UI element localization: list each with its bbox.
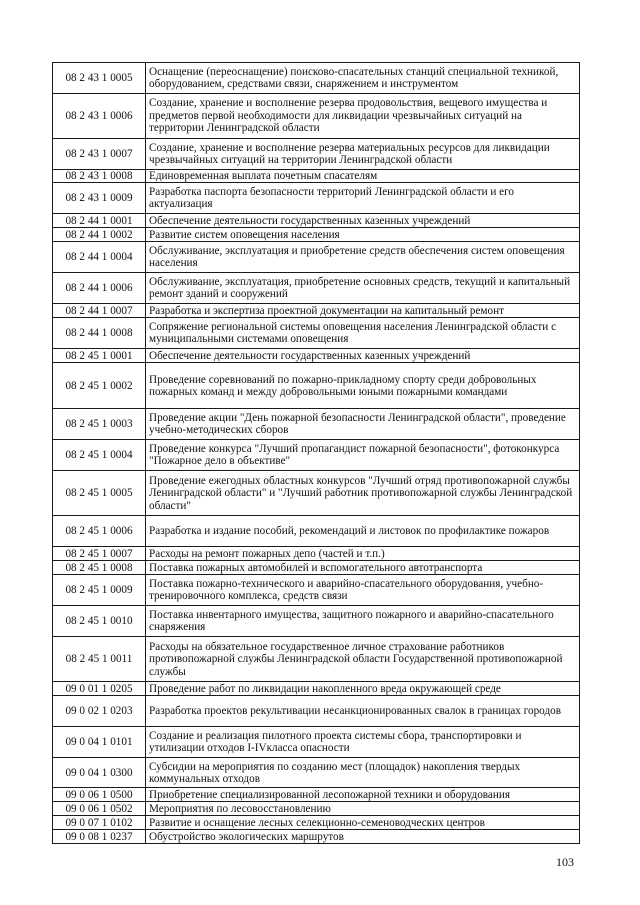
row-description: Разработка проектов рекультивации несанкционированных свалок в границах городов: [146, 696, 580, 727]
row-code: 09 0 04 1 0101: [53, 727, 146, 758]
row-description: Разработка и экспертиза проектной документации на капитальный ремонт: [146, 304, 580, 318]
row-code: 08 2 45 1 0001: [53, 349, 146, 363]
row-code: 08 2 43 1 0009: [53, 183, 146, 214]
table-row: [53, 727, 580, 758]
row-code: 08 2 45 1 0002: [53, 363, 146, 409]
table-row: [53, 637, 580, 682]
row-description: Поставка инвентарного имущества, защитного пожарного и аварийно-спасательного снаряжения: [146, 606, 580, 637]
row-code: 08 2 44 1 0007: [53, 304, 146, 318]
row-description: Развитие систем оповещения населения: [146, 228, 580, 242]
row-code: 08 2 45 1 0003: [53, 409, 146, 440]
row-code: 08 2 44 1 0001: [53, 214, 146, 228]
table-row: [53, 788, 580, 802]
row-code: 08 2 44 1 0008: [53, 318, 146, 349]
row-description: Единовременная выплата почетным спасателям: [146, 170, 580, 183]
row-code: 08 2 45 1 0009: [53, 575, 146, 606]
row-code: 09 0 06 1 0500: [53, 788, 146, 802]
row-description: Сопряжение региональной системы оповещения населения Ленинградской области с муниципальными системами оповещения: [146, 318, 580, 349]
row-code: 08 2 45 1 0005: [53, 471, 146, 516]
table-row: [53, 304, 580, 318]
row-code: 08 2 45 1 0007: [53, 547, 146, 561]
row-description: Развитие и оснащение лесных селекционно-семеноводческих центров: [146, 816, 580, 830]
table-row: [53, 318, 580, 349]
table-row: [53, 606, 580, 637]
row-code: 08 2 43 1 0006: [53, 94, 146, 139]
row-code: 09 0 06 1 0502: [53, 802, 146, 816]
table-row: [53, 363, 580, 409]
table-row: [53, 830, 580, 844]
row-description: Создание, хранение и восполнение резерва продовольствия, вещевого имущества и предметов первой необходимости для ликвидации чрезвычайных ситуаций на территории Ленинградской области: [146, 94, 580, 139]
table-row: [53, 242, 580, 273]
table-row: [53, 682, 580, 696]
table-row: [53, 547, 580, 561]
row-description: Проведение конкурса "Лучший пропагандист пожарной безопасности", фотоконкурса "Пожарное дело в объективе": [146, 440, 580, 471]
table-row: [53, 409, 580, 440]
row-description: Мероприятия по лесовосстановлению: [146, 802, 580, 816]
table-row: [53, 516, 580, 547]
row-description: Обеспечение деятельности государственных казенных учреждений: [146, 214, 580, 228]
row-code: 09 0 04 1 0300: [53, 758, 146, 788]
budget-codes-table: [52, 62, 580, 844]
table-row: [53, 94, 580, 139]
row-code: 09 0 02 1 0203: [53, 696, 146, 727]
row-code: 08 2 43 1 0005: [53, 63, 146, 94]
table-row: [53, 183, 580, 214]
row-code: 08 2 45 1 0008: [53, 561, 146, 575]
row-code: 08 2 43 1 0008: [53, 170, 146, 183]
row-description: Расходы на обязательное государственное личное страхование работников противопожарной службы Ленинградской области Государственной противопожарной службы: [146, 637, 580, 682]
page-number: 103: [556, 855, 574, 869]
row-description: Обеспечение деятельности государственных казенных учреждений: [146, 349, 580, 363]
row-code: 08 2 44 1 0004: [53, 242, 146, 273]
row-description: Обслуживание, эксплуатация, приобретение основных средств, текущий и капитальный ремонт зданий и сооружений: [146, 273, 580, 304]
row-description: Создание и реализация пилотного проекта системы сбора, транспортировки и утилизации отходов I-IVкласса опасности: [146, 727, 580, 758]
row-code: 09 0 07 1 0102: [53, 816, 146, 830]
table-row: [53, 471, 580, 516]
row-description: Проведение работ по ликвидации накопленного вреда окружающей среде: [146, 682, 580, 696]
table-row: [53, 802, 580, 816]
row-code: 08 2 45 1 0010: [53, 606, 146, 637]
row-description: Поставка пожарно-технического и аварийно-спасательного оборудования, учебно-тренировочного комплекса, средств связи: [146, 575, 580, 606]
table-row: [53, 816, 580, 830]
row-description: Разработка паспорта безопасности территорий Ленинградской области и его актуализация: [146, 183, 580, 214]
row-code: 08 2 45 1 0004: [53, 440, 146, 471]
table-row: [53, 349, 580, 363]
row-description: Проведение акции "День пожарной безопасности Ленинградской области", проведение учебно-методических сборов: [146, 409, 580, 440]
table-row: [53, 170, 580, 183]
row-description: Приобретение специализированной лесопожарной техники и оборудования: [146, 788, 580, 802]
table-row: [53, 228, 580, 242]
row-description: Создание, хранение и восполнение резерва материальных ресурсов для ликвидации чрезвычайных ситуаций на территории Ленинградской области: [146, 139, 580, 170]
row-code: 08 2 45 1 0006: [53, 516, 146, 547]
row-code: 08 2 44 1 0002: [53, 228, 146, 242]
table-row: [53, 139, 580, 170]
row-code: 09 0 08 1 0237: [53, 830, 146, 844]
row-code: 08 2 43 1 0007: [53, 139, 146, 170]
table-row: [53, 273, 580, 304]
row-code: 09 0 01 1 0205: [53, 682, 146, 696]
table-row: [53, 63, 580, 94]
table-row: [53, 575, 580, 606]
table-body: [53, 63, 580, 844]
table-row: [53, 696, 580, 727]
row-description: Проведение соревнований по пожарно-прикладному спорту среди добровольных пожарных команд и между добровольными юными пожарными командами: [146, 363, 580, 409]
row-code: 08 2 44 1 0006: [53, 273, 146, 304]
row-description: Обустройство экологических маршрутов: [146, 830, 580, 844]
table-row: [53, 214, 580, 228]
row-description: Субсидии на мероприятия по созданию мест (площадок) накопления твердых коммунальных отходов: [146, 758, 580, 788]
row-description: Поставка пожарных автомобилей и вспомогательного автотранспорта: [146, 561, 580, 575]
table-row: [53, 561, 580, 575]
table-row: [53, 440, 580, 471]
row-description: Разработка и издание пособий, рекомендаций и листовок по профилактике пожаров: [146, 516, 580, 547]
row-description: Оснащение (переоснащение) поисково-спасательных станций специальной техникой, оборудованием, средствами связи, снаряжением и инструментом: [146, 63, 580, 94]
table-row: [53, 758, 580, 788]
row-description: Расходы на ремонт пожарных депо (частей и т.п.): [146, 547, 580, 561]
row-code: 08 2 45 1 0011: [53, 637, 146, 682]
row-description: Обслуживание, эксплуатация и приобретение средств обеспечения систем оповещения населения: [146, 242, 580, 273]
row-description: Проведение ежегодных областных конкурсов "Лучший отряд противопожарной службы Ленинградской области" и "Лучший работник противопожарной службы Ленинградской области": [146, 471, 580, 516]
document-page: [52, 62, 580, 844]
